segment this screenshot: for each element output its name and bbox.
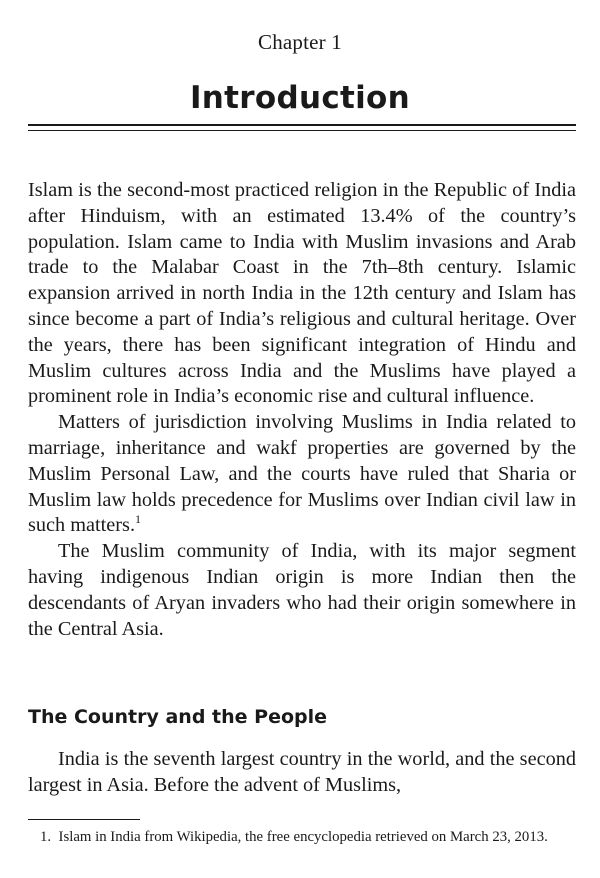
footnote-number: 1. (40, 829, 52, 845)
paragraph-2 (28, 410, 576, 539)
section-text (28, 746, 576, 798)
footnote-rule (28, 819, 140, 820)
chapter-title: Introduction (189, 80, 411, 116)
footnote-reference: 1 (135, 512, 142, 527)
title-rule-thin (28, 130, 576, 131)
chapter-label: Chapter 1 (257, 30, 343, 54)
title-rule-thick (28, 124, 576, 126)
footnote-text: Islam in India from Wikipedia, the free encyclopedia retrieved on March 23, 2013. (58, 829, 548, 845)
paragraph-1: Islam is the second-most practiced religion in the Republic of India after Hinduism, with an estimated 13.4% of the country’s population. Islam came to India with Muslim invasions and Arab trade to the Malabar Coast in the 7th–8th century. Islamic expansion arrived in north India in the 12th century and Islam has since become a part of India’s religious and cultural heritage. Over the years, there has been significant integration of Hindu and Muslim cultures across India and the Muslims have played a prominent role in India’s economic rise and cultural influence. (28, 179, 576, 408)
paragraph-2-text: Matters of jurisdiction involving Muslims in India related to marriage, inheritance and wakf properties are governed by the Muslim Personal Law, and the courts have ruled that Sharia or Muslim law holds precedence for Muslims over Indian civil law in such matters. (28, 411, 576, 537)
section-heading: The Country and the People (28, 706, 328, 728)
section-paragraph: India is the seventh largest country in the world, and the second largest in Asia. Before the advent of Muslims, (28, 748, 576, 796)
paragraph-3: The Muslim community of India, with its major segment having indigenous Indian origin is more Indian then the descendants of Aryan invaders who had their origin somewhere in the Central Asia. (28, 540, 576, 640)
body-text (28, 178, 576, 642)
footnote (40, 828, 600, 846)
